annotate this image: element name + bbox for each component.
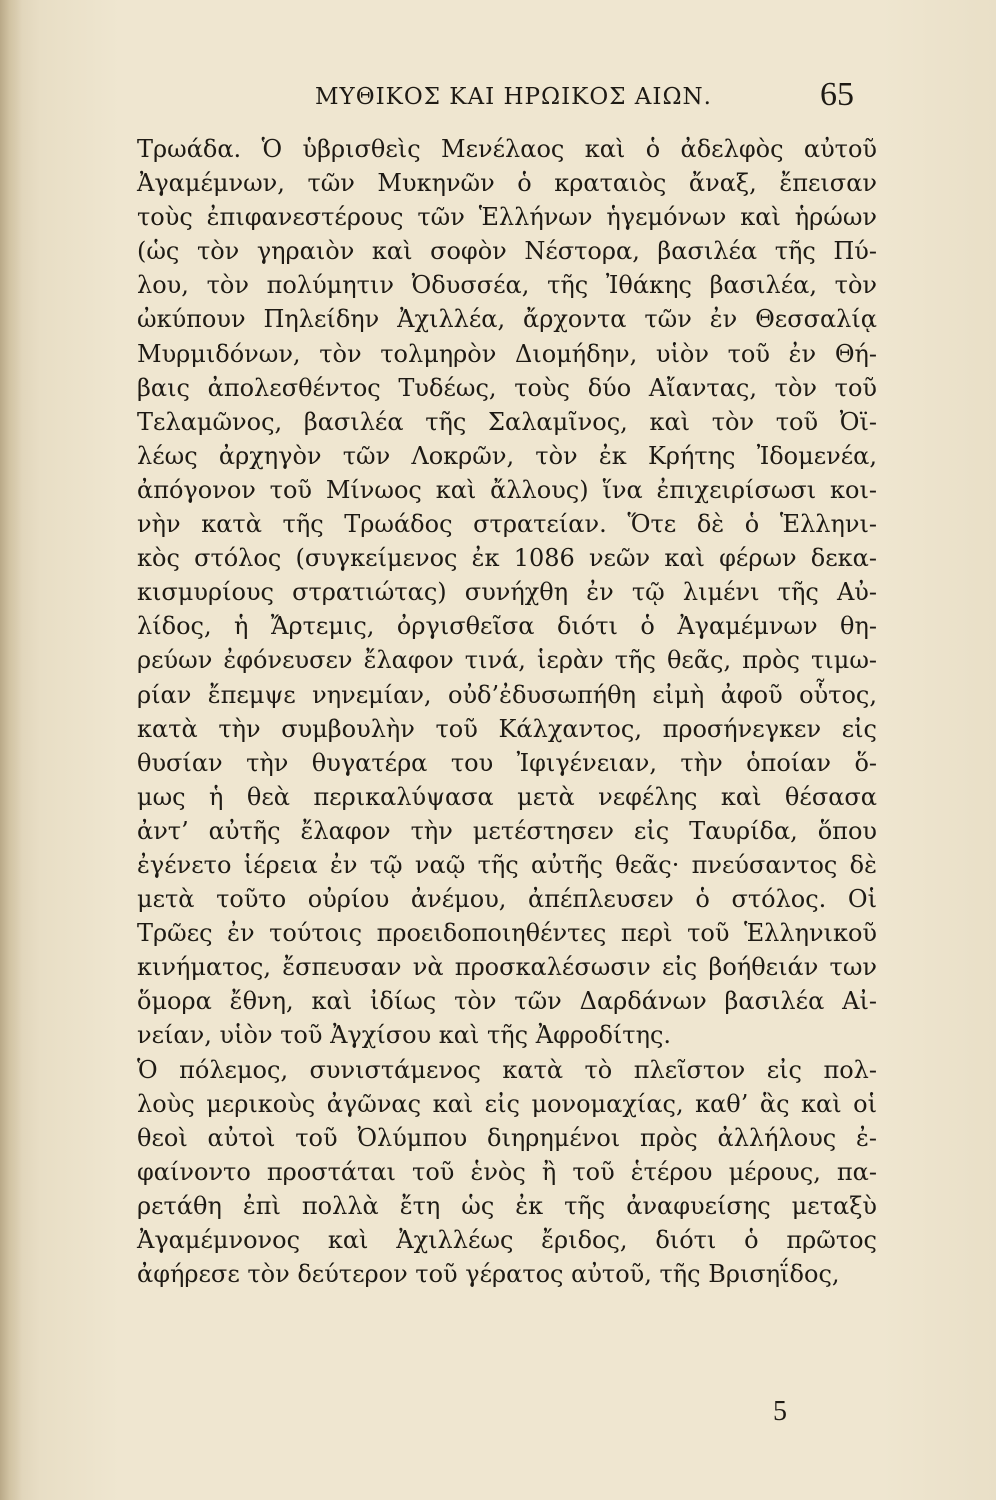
text-line: Ἀγαμέμνων, τῶν Μυκηνῶν ὁ κραταιὸς ἄναξ, ἔπεισαν — [137, 169, 877, 198]
text-line: κινήματος, ἔσπευσαν νὰ προσκαλέσωσιν εἰς βοήθειάν των — [137, 953, 877, 982]
text-line: λέως ἀρχηγὸν τῶν Λοκρῶν, τὸν ἐκ Κρήτης Ἰδομενέα, — [137, 441, 877, 470]
text-line: βαις ἀπολεσθέντος Τυδέως, τοὺς δύο Αἴαντας, τὸν τοῦ — [137, 373, 877, 402]
text-line: Τελαμῶνος, βασιλέα τῆς Σαλαμῖνος, καὶ τὸν τοῦ Ὀϊ- — [137, 407, 877, 436]
text-line: ὅμορα ἔθνη, καὶ ἰδίως τὸν τῶν Δαρδάνων βασιλέα Αἰ- — [137, 987, 877, 1016]
text-line: τοὺς ἐπιφανεστέρους τῶν Ἑλλήνων ἡγεμόνων καὶ ἡρώων — [137, 203, 877, 232]
text-line: λοὺς μερικοὺς ἀγῶνας καὶ εἰς μονομαχίας, καθ’ ἃς καὶ οἱ — [137, 1089, 877, 1118]
text-line: ὠκύπουν Πηλείδην Ἀχιλλέα, ἄρχοντα τῶν ἐν Θεσσαλίᾳ — [137, 305, 877, 334]
page-header — [0, 72, 996, 122]
text-line: θυσίαν τὴν θυγατέρα του Ἰφιγένειαν, τὴν ὁποίαν ὅ- — [137, 748, 877, 777]
text-line: θεοὶ αὐτοὶ τοῦ Ὀλύμπου διηρημένοι πρὸς ἀλλήλους ἐ- — [137, 1123, 877, 1152]
text-line: ἀφήρεσε τὸν δεύτερον τοῦ γέρατος αὐτοῦ, τῆς Βρισηΐδος, — [137, 1260, 840, 1289]
text-line: νὴν κατὰ τῆς Τρωάδος στρατείαν. Ὅτε δὲ ὁ Ἑλληνι- — [137, 510, 877, 539]
text-line: (ὡς τὸν γηραιὸν καὶ σοφὸν Νέστορα, βασιλέα τῆς Πύ- — [137, 237, 877, 266]
printer-signature-mark: 5 — [773, 1396, 787, 1427]
running-title: ΜΥΘΙΚΟΣ ΚΑΙ ΗΡΩΙΚΟΣ ΑΙΩΝ. — [315, 84, 712, 110]
text-line: κισμυρίους στρατιώτας) συνήχθη ἐν τῷ λιμένι τῆς Αὐ- — [137, 578, 877, 607]
body-text — [137, 132, 877, 1291]
text-line: ἀπόγονον τοῦ Μίνωος καὶ ἄλλους) ἵνα ἐπιχειρίσωσι κοι- — [137, 475, 877, 504]
text-line: φαίνοντο προστάται τοῦ ἑνὸς ἢ τοῦ ἑτέρου μέρους, πα- — [137, 1157, 877, 1186]
page-number: 65 — [820, 76, 854, 113]
text-line: ρίαν ἔπεμψε νηνεμίαν, οὐδ’ἐδυσωπήθη εἰμὴ ἀφοῦ οὗτος, — [137, 680, 877, 709]
text-line: Τρῶες ἐν τούτοις προειδοποιηθέντες περὶ τοῦ Ἑλληνικοῦ — [137, 919, 877, 948]
text-line: ἀντ’ αὐτῆς ἔλαφον τὴν μετέστησεν εἰς Ταυρίδα, ὅπου — [137, 816, 877, 845]
text-line: νείαν, υἱὸν τοῦ Ἀγχίσου καὶ τῆς Ἀφροδίτης. — [137, 1021, 672, 1050]
text-line: Ἀγαμέμνονος καὶ Ἀχιλλέως ἔριδος, διότι ὁ πρῶτος — [137, 1226, 877, 1254]
text-line: κατὰ τὴν συμβουλὴν τοῦ Κάλχαντος, προσήνεγκεν εἰς — [137, 714, 877, 743]
text-line: λου, τὸν πολύμητιν Ὀδυσσέα, τῆς Ἰθάκης βασιλέα, τὸν — [137, 271, 877, 300]
text-line: λίδος, ἡ Ἄρτεμις, ὀργισθεῖσα διότι ὁ Ἀγαμέμνων θη- — [137, 612, 877, 641]
text-line: ἐγένετο ἱέρεια ἐν τῷ ναῷ τῆς αὐτῆς θεᾶς· πνεύσαντος δὲ — [137, 850, 877, 879]
page-binding-shadow — [0, 0, 22, 1500]
text-line: ρεύων ἐφόνευσεν ἔλαφον τινά, ἱερὰν τῆς θεᾶς, πρὸς τιμω- — [137, 646, 877, 675]
text-line: Μυρμιδόνων, τὸν τολμηρὸν Διομήδην, υἱὸν τοῦ ἐν Θή- — [137, 339, 877, 368]
text-line: μως ἡ θεὰ περικαλύψασα μετὰ νεφέλης καὶ θέσασα — [137, 782, 877, 811]
text-line: μετὰ τοῦτο οὐρίου ἀνέμου, ἀπέπλευσεν ὁ στόλος. Οἱ — [137, 885, 877, 914]
text-line: κὸς στόλος (συγκείμενος ἐκ 1086 νεῶν καὶ φέρων δεκα- — [137, 544, 877, 573]
text-line: Τρωάδα. Ὁ ὑβρισθεὶς Μενέλαος καὶ ὁ ἀδελφὸς αὐτοῦ — [137, 135, 877, 163]
text-line: ρετάθη ἐπὶ πολλὰ ἔτη ὡς ἐκ τῆς ἀναφυείσης μεταξὺ — [137, 1191, 877, 1220]
text-line: Ὁ πόλεμος, συνιστάμενος κατὰ τὸ πλεῖστον εἰς πολ- — [137, 1055, 877, 1084]
